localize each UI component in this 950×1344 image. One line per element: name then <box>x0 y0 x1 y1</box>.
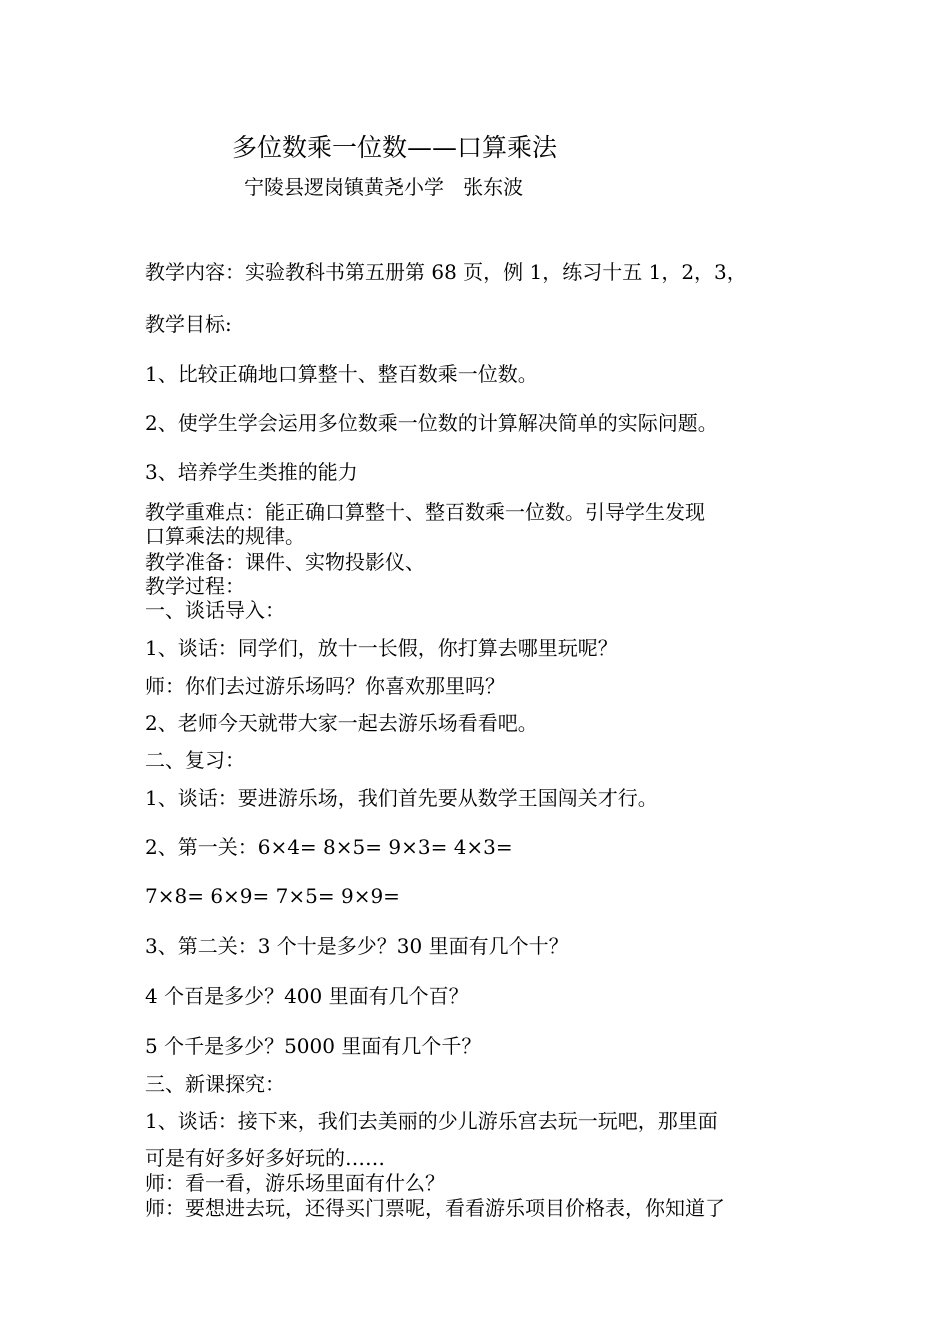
text-line: 二、复习： <box>145 748 245 772</box>
text-line: 2、第一关：6×4= 8×5= 9×3= 4×3= <box>145 835 513 859</box>
text-line: 三、新课探究： <box>145 1072 285 1096</box>
document-author: 宁陵县逻岗镇黄尧小学 张东波 <box>244 175 524 199</box>
text-line: 可是有好多好多好玩的…… <box>145 1146 385 1170</box>
text-line: 7×8= 6×9= 7×5= 9×9= <box>145 884 400 908</box>
text-line: 教学重难点：能正确口算整十、整百数乘一位数。引导学生发现 <box>145 500 705 524</box>
text-line: 教学过程： <box>145 574 245 598</box>
text-line: 教学准备：课件、实物投影仪、 <box>145 550 425 574</box>
text-line: 教学内容：实验教科书第五册第 68 页，例 1，练习十五 1，2，3， <box>145 260 747 284</box>
text-line: 3、第二关：3 个十是多少？30 里面有几个十？ <box>145 934 569 958</box>
text-line: 2、使学生学会运用多位数乘一位数的计算解决简单的实际问题。 <box>145 411 718 435</box>
text-line: 教学目标: <box>145 312 232 336</box>
text-line: 师：看一看，游乐场里面有什么？ <box>145 1171 445 1195</box>
text-line: 4 个百是多少？400 里面有几个百？ <box>145 984 469 1008</box>
text-line: 1、谈话：接下来，我们去美丽的少儿游乐宫去玩一玩吧，那里面 <box>145 1109 718 1133</box>
text-line: 师：你们去过游乐场吗？你喜欢那里吗？ <box>145 674 505 698</box>
text-line: 口算乘法的规律。 <box>145 524 305 548</box>
text-line: 1、谈话：同学们，放十一长假，你打算去哪里玩呢？ <box>145 636 618 660</box>
text-line: 2、老师今天就带大家一起去游乐场看看吧。 <box>145 711 538 735</box>
text-line: 1、谈话：要进游乐场，我们首先要从数学王国闯关才行。 <box>145 786 658 810</box>
text-line: 3、培养学生类推的能力 <box>145 460 358 484</box>
text-line: 1、比较正确地口算整十、整百数乘一位数。 <box>145 362 538 386</box>
text-line: 一、谈话导入： <box>145 598 285 622</box>
text-line: 5 个千是多少？5000 里面有几个千？ <box>145 1034 482 1058</box>
text-line: 师：要想进去玩，还得买门票呢，看看游乐项目价格表，你知道了 <box>145 1196 725 1220</box>
document-title: 多位数乘一位数——口算乘法 <box>232 133 558 162</box>
